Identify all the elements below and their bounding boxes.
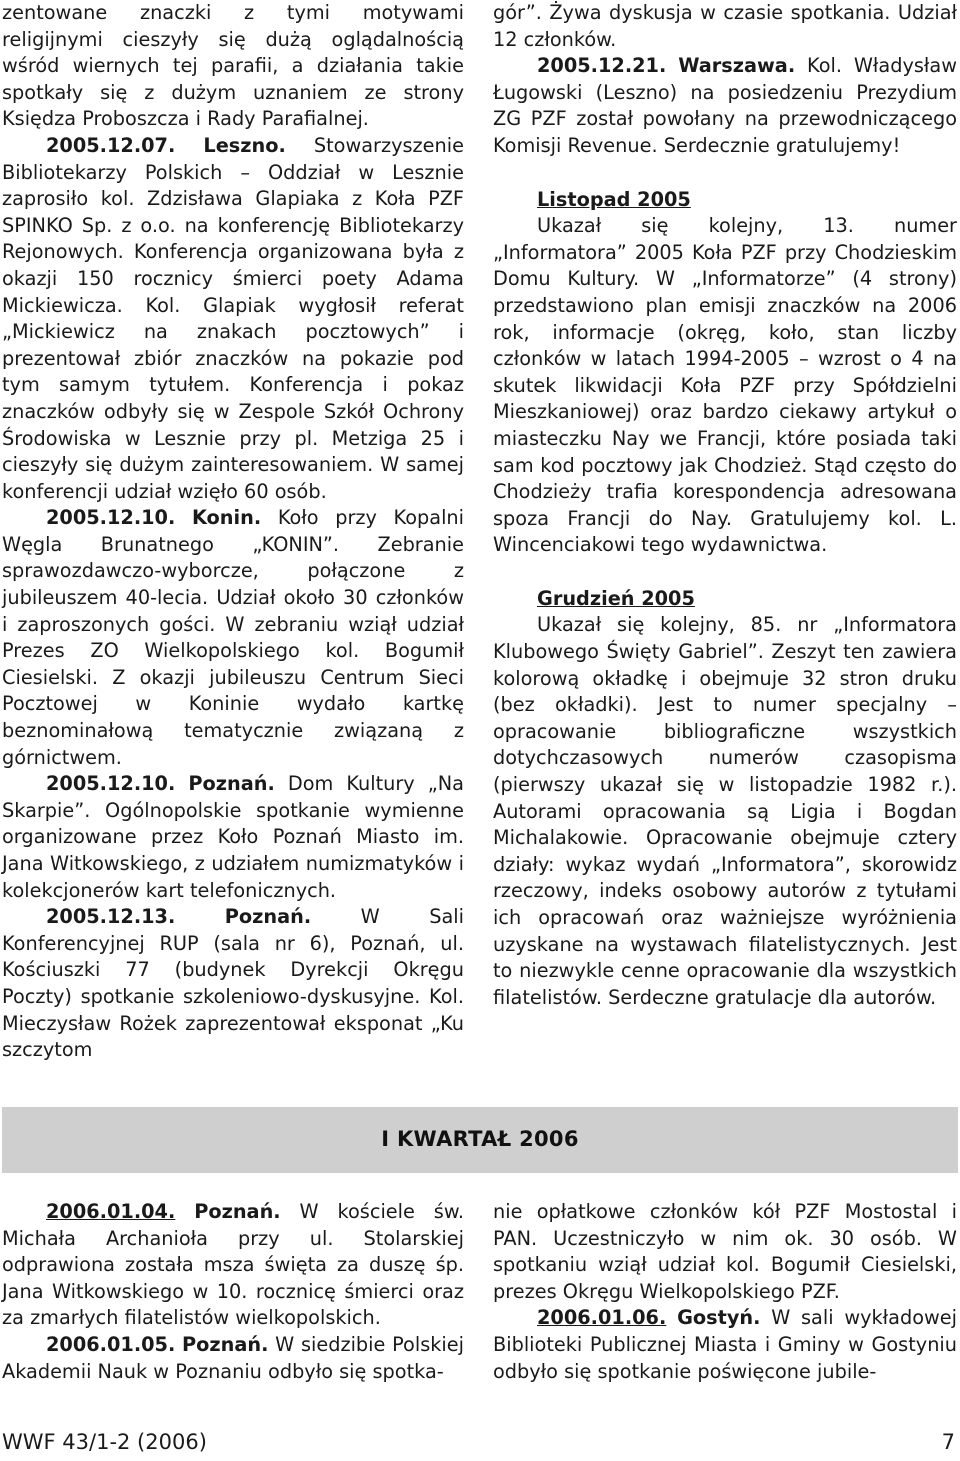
paragraph-text: Ukazał się kolejny, 85. nr „Informatora Klubowego Święty Gabriel”. Zeszyt ten zawiera kolorową okładkę i obejmuje 32 stron druku (bez okładki). Jest to numer specjalny – opracowanie bibliograficzne wszystkich dotychczasowych numerów czasopisma (pierwszy ukazał się w listopadzie 1982 r.). Autorami opracowania są Ligia i Bogdan Michalakowie. Opracowanie obejmuje cztery działy: wykaz wydań „Informatora”, skorowidz rzeczowy, indeks osobowy autorów z tytułami ich opracowań oraz ważniejsze wyróżnienia uzyskane na wystawach filatelistycznych. Jest to niezwykle cenne opracowanie dla wszystkich filatelistów. Serdeczne gratulacje dla autorów. bbox=[493, 613, 957, 1009]
column-right-top bbox=[493, 0, 957, 1011]
entry-date: 2006.01.05. bbox=[46, 1332, 176, 1356]
entry-poznan-kosciol bbox=[2, 1199, 464, 1332]
column-right-bottom bbox=[493, 1199, 957, 1385]
entry-warszawa bbox=[493, 53, 957, 159]
column-left-bottom bbox=[2, 1199, 464, 1385]
column-left-top bbox=[2, 0, 464, 1064]
entry-date: 2005.12.07. bbox=[46, 133, 176, 157]
entry-place: Poznań. bbox=[224, 905, 312, 929]
entry-place: Poznań. bbox=[194, 1200, 281, 1223]
entry-place: Poznań. bbox=[188, 772, 275, 796]
footer-issue: WWF 43/1-2 (2006) bbox=[2, 1430, 207, 1454]
section-band-title: I KWARTAŁ 2006 bbox=[381, 1127, 579, 1151]
paragraph-listopad bbox=[493, 213, 957, 559]
entry-date: 2005.12.10. bbox=[46, 772, 176, 796]
entry-text: Dom Kultury „Na Skarpie”. Ogólnopolskie spotkanie wymienne organizowane przez Koło Poznań Miasto im. Jana Witkowskiego, z udziałem numizmatyków i kolekcjonerów kart telefonicznych. bbox=[2, 772, 465, 902]
entry-date: 2006.01.06. bbox=[537, 1306, 667, 1330]
paragraph-text: Ukazał się kolejny, 13. numer „Informatora” 2005 Koła PZF przy Chodzieskim Domu Kultury. W „Informatorze” (4 strony) przedstawiono plan emisji znaczków na 2006 rok, informacje (okręg, koło, stan liczby członków w latach 1994-2005 – wzrost o 4 na skutek likwidacji Koła PZF przy Spółdzielni Mieszkaniowej) oraz bardzo ciekawy artykuł o miasteczku Nay we Francji, które posiada taki sam kod pocztowy jak Chodzież. Stąd często do Chodzieży trafia korespondencja adresowana spoza Francji do Nay. Gratulujemy kol. L. Wincenciakowi tego wydawnictwa. bbox=[493, 214, 957, 557]
paragraph-text: zentowane znaczki z tymi motywami religijnymi cieszyły się dużą oglądalnością wśród wiernych tej parafii, a działania takie spotkały się z dużym uznaniem ze strony Księdza Proboszcza i Rady Parafialnej. bbox=[2, 1, 464, 131]
entry-text: W kościele św. Michała Archanioła przy ul. Stolarskiej odprawiona została msza święta za duszę śp. Jana Witkowskiego w 10. rocznicę śmierci oraz za zmarłych filatelistów wielkopolskich. bbox=[2, 1200, 464, 1330]
entry-text: W sali wykładowej Biblioteki Publicznej Miasta i Gminy w Gostyniu odbyło się spotkanie poświęcone jubile- bbox=[493, 1306, 957, 1383]
entry-poznan-pan bbox=[2, 1332, 464, 1385]
paragraph-continuation bbox=[493, 1199, 957, 1305]
section-band bbox=[2, 1107, 958, 1173]
entry-text: Kol. Władysław Ługowski (Leszno) na posiedzeniu Prezydium ZG PZF został powołany na przewodniczącego Komisji Revenue. Serdecznie gratulujemy! bbox=[493, 54, 957, 157]
entry-date: 2006.01.04. bbox=[46, 1200, 176, 1223]
entry-text: W siedzibie Polskiej Akademii Nauk w Poznaniu odbyło się spotka- bbox=[2, 1332, 464, 1383]
section-heading-grudzien: Grudzień 2005 bbox=[537, 586, 695, 610]
paragraph-continuation bbox=[493, 0, 957, 53]
entry-text: Stowarzyszenie Bibliotekarzy Polskich – Oddział w Lesznie zaprosiło kol. Zdzisława Glapiaka z Koła PZF SPINKO Sp. z o.o. na konferencję Bibliotekarzy Rejonowych. Konferencja organizowana była z okazji 150 rocznicy śmierci poety Adama Mickiewicza. Kol. Glapiak wygłosił referat „Mickiewicz na znakach pocztowych” i prezentował zbiór znaczków na pokazie pod tym samym tytułem. Konferencja i pokaz znaczków odbyły się w Zespole Szkół Ochrony Środowiska w Lesznie przy pl. Metziga 25 i cieszyły się dużym zainteresowaniem. W samej konferencji udział wzięło 60 osób. bbox=[2, 133, 464, 503]
footer-page-number: 7 bbox=[941, 1430, 955, 1454]
entry-date: 2005.12.10. bbox=[46, 506, 176, 530]
entry-place: Warszawa. bbox=[678, 54, 796, 78]
entry-place: Konin. bbox=[191, 506, 262, 530]
entry-poznan-rup bbox=[2, 904, 464, 1064]
entry-place: Gostyń. bbox=[677, 1306, 761, 1330]
section-heading-listopad: Listopad 2005 bbox=[537, 187, 691, 211]
paragraph-text: nie opłatkowe członków kół PZF Mostostal i PAN. Uczestniczyło w nim ok. 30 osób. W spotkaniu wziął udział kol. Bogumił Ciesielski, prezes Okręgu Wielkopolskiego PZF. bbox=[493, 1200, 957, 1303]
entry-leszno bbox=[2, 133, 464, 505]
paragraph-text: gór”. Żywa dyskusja w czasie spotkania. Udział 12 członków. bbox=[493, 1, 957, 51]
entry-place: Leszno. bbox=[203, 133, 286, 157]
entry-text: W Sali Konferencyjnej RUP (sala nr 6), Poznań, ul. Kościuszki 77 (budynek Dyrekcji Okręgu Poczty) spotkanie szkoleniowo-dyskusyjne. Kol. Mieczysław Rożek zaprezentował eksponat „Ku szczytom bbox=[2, 905, 464, 1062]
entry-text: Koło przy Kopalni Węgla Brunatnego „KONIN”. Zebranie sprawozdawczo-wyborcze, połączone z jubileuszem 40-lecia. Udział około 30 członków i zaproszonych gości. W zebraniu wziął udział Prezes ZO Wielkopolskiego kol. Bogumił Ciesielski. Z okazji jubileuszu Centrum Sieci Pocztowej w Koninie wydało kartkę beznominałową tematycznie związaną z górnictwem. bbox=[2, 506, 464, 769]
entry-gostyn bbox=[493, 1305, 957, 1385]
entry-poznan-skarpa bbox=[2, 771, 464, 904]
entry-place: Poznań. bbox=[182, 1332, 269, 1356]
paragraph-continuation bbox=[2, 0, 464, 133]
entry-date: 2005.12.13. bbox=[46, 905, 176, 929]
paragraph-grudzien bbox=[493, 612, 957, 1011]
entry-konin bbox=[2, 505, 464, 771]
entry-date: 2005.12.21. bbox=[537, 54, 667, 78]
